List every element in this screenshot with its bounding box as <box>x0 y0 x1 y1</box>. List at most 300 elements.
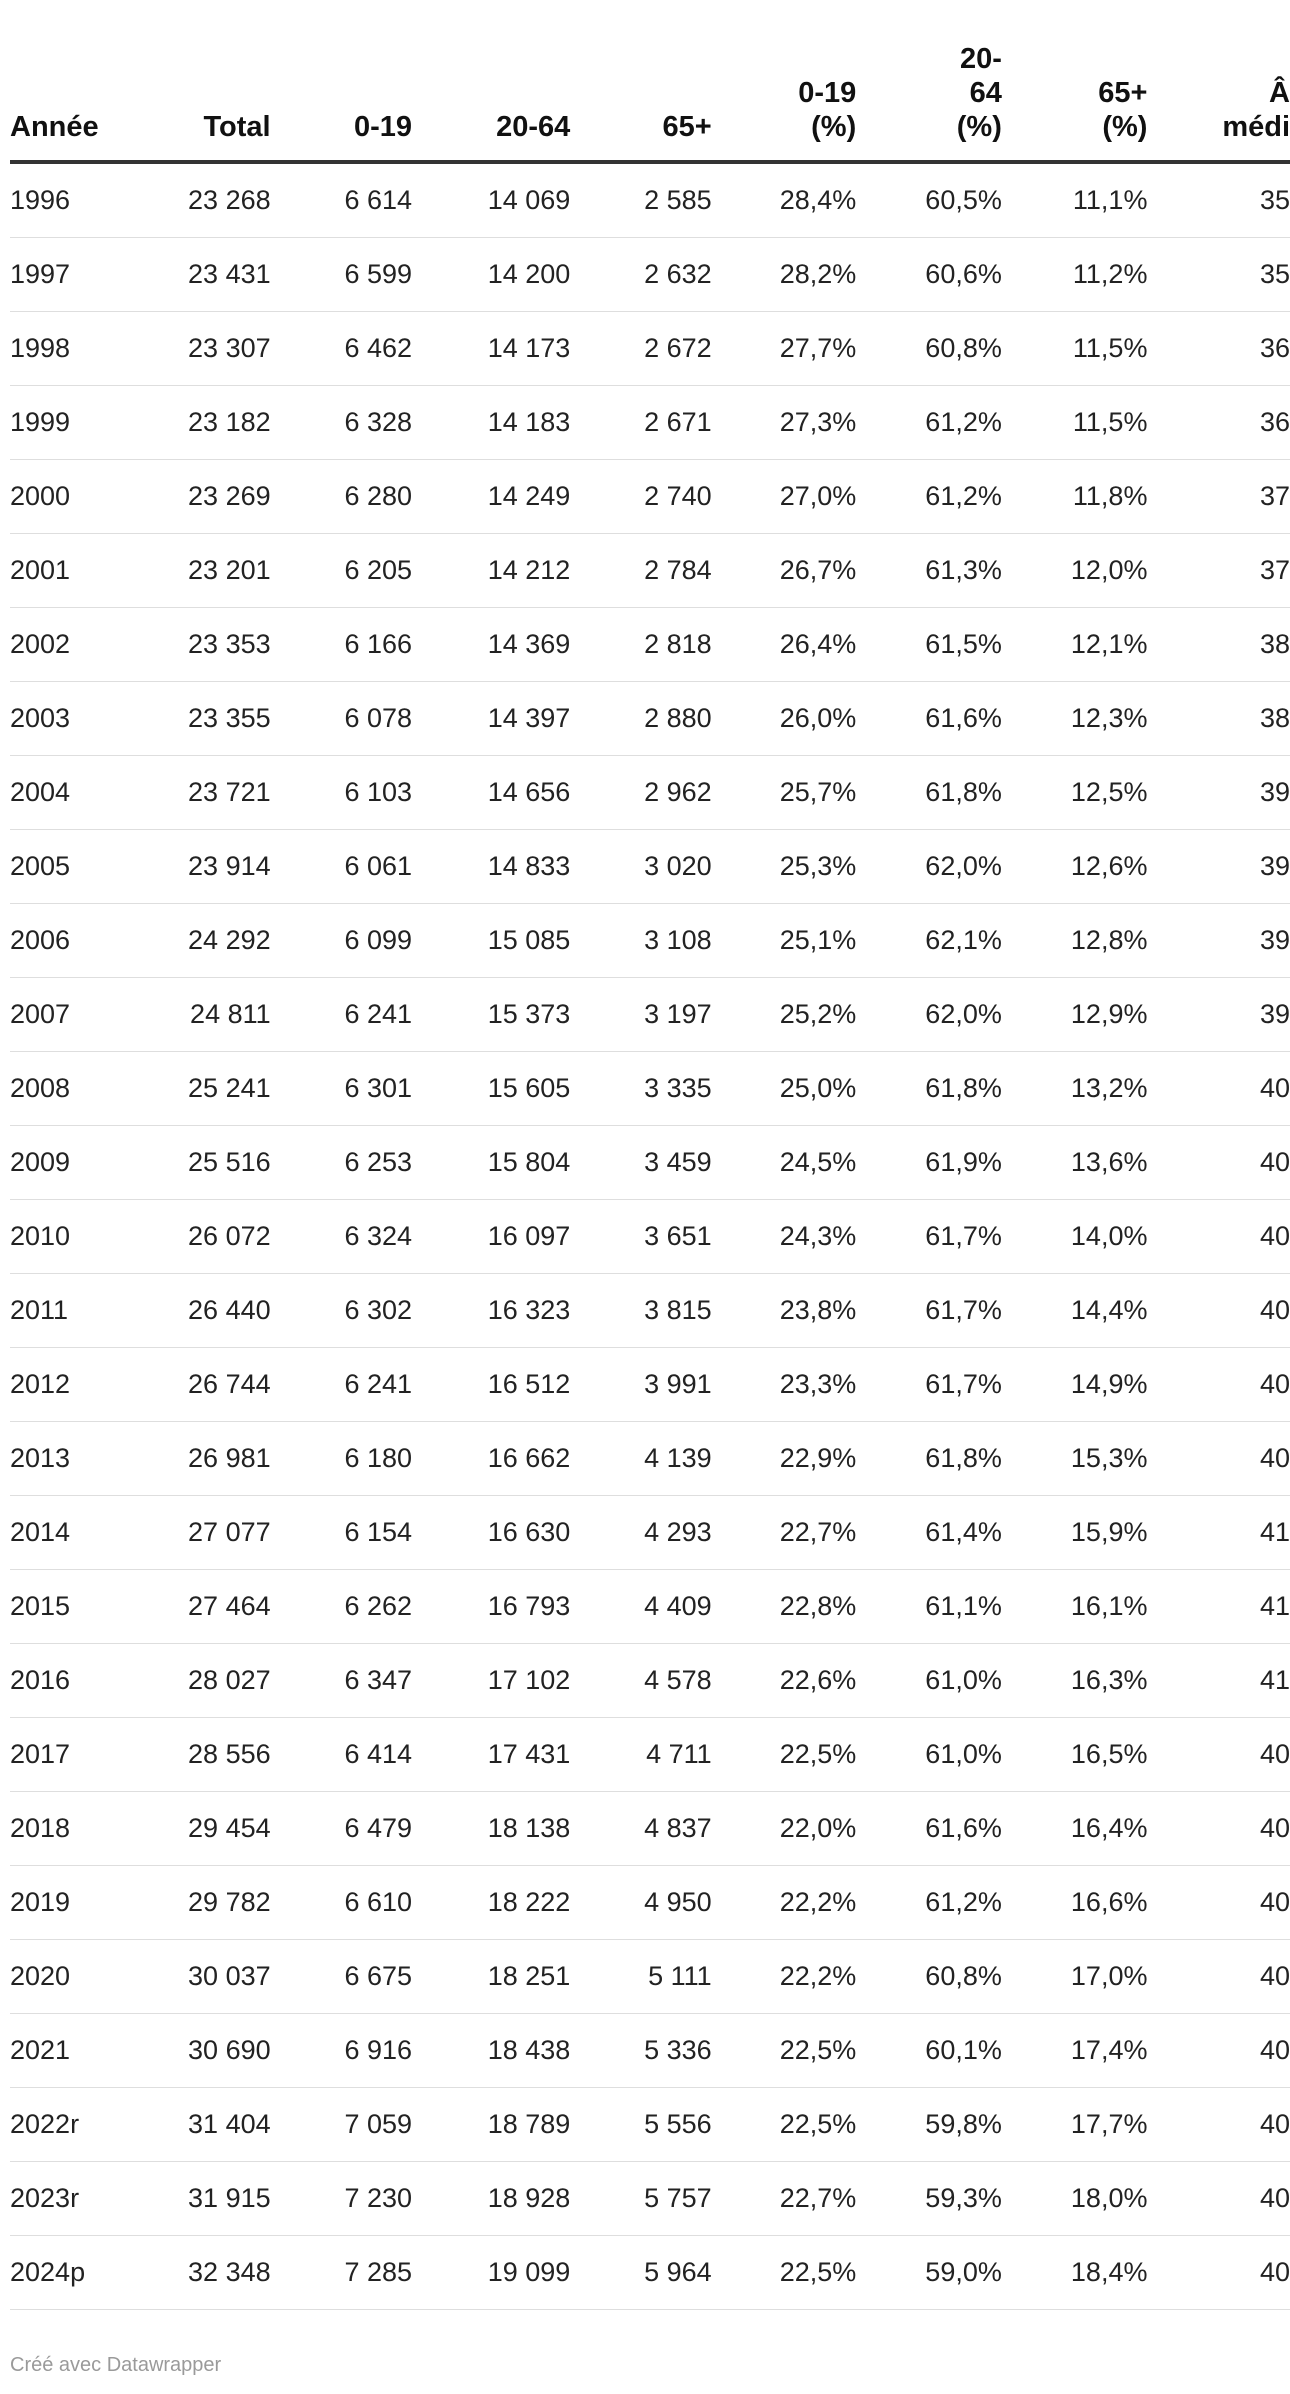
table-cell: 17,7% <box>1002 2088 1148 2162</box>
table-row <box>10 1126 1290 1200</box>
table-cell: 32 348 <box>84 2236 271 2310</box>
column-header-line: 20-64 <box>496 111 571 143</box>
table-cell: 6 166 <box>271 608 412 682</box>
table-cell: 17,0% <box>1002 1940 1148 2014</box>
table-cell: 22,2% <box>712 1866 857 1940</box>
table-cell: 25 241 <box>84 1052 271 1126</box>
table-cell: 23 353 <box>84 608 271 682</box>
table-cell: 18 251 <box>412 1940 570 2014</box>
table-cell: 16 630 <box>412 1496 570 1570</box>
table-cell: 61,2% <box>856 460 1002 534</box>
table-row <box>10 904 1290 978</box>
table-cell: 40 <box>1147 1940 1290 2014</box>
table-cell: 18 928 <box>412 2162 570 2236</box>
table-cell: 61,7% <box>856 1274 1002 1348</box>
table-row <box>10 1940 1290 2014</box>
table-cell: 30 037 <box>84 1940 271 2014</box>
table-cell: 25,1% <box>712 904 857 978</box>
table-row <box>10 1866 1290 1940</box>
table-cell: 28 556 <box>84 1718 271 1792</box>
table-cell: 6 262 <box>271 1570 412 1644</box>
table-cell: 6 061 <box>271 830 412 904</box>
column-header <box>570 0 711 162</box>
table-cell: 16,1% <box>1002 1570 1148 1644</box>
table-cell: 6 253 <box>271 1126 412 1200</box>
table-cell: 2 672 <box>570 312 711 386</box>
column-header-line: Année <box>10 111 99 143</box>
table-cell: 4 950 <box>570 1866 711 1940</box>
table-cell: 27,7% <box>712 312 857 386</box>
table-cell: 14 656 <box>412 756 570 830</box>
table-cell: 40 <box>1147 2236 1290 2310</box>
table-cell: 11,1% <box>1002 162 1148 238</box>
table-cell: 14 369 <box>412 608 570 682</box>
table-cell: 26,4% <box>712 608 857 682</box>
table-cell: 23 431 <box>84 238 271 312</box>
table-cell: 13,2% <box>1002 1052 1148 1126</box>
table-cell: 23 914 <box>84 830 271 904</box>
table-cell: 18 222 <box>412 1866 570 1940</box>
table-cell: 6 414 <box>271 1718 412 1792</box>
table-cell: 27 077 <box>84 1496 271 1570</box>
table-cell: 38 <box>1147 608 1290 682</box>
table-cell: 61,0% <box>856 1644 1002 1718</box>
table-cell: 61,1% <box>856 1570 1002 1644</box>
table-cell: 27,3% <box>712 386 857 460</box>
table-cell: 59,3% <box>856 2162 1002 2236</box>
table-row <box>10 830 1290 904</box>
table-cell: 22,5% <box>712 2236 857 2310</box>
table-cell: 40 <box>1147 1052 1290 1126</box>
table-cell: 37 <box>1147 534 1290 608</box>
table-cell: 25,0% <box>712 1052 857 1126</box>
column-header <box>856 0 1002 162</box>
table-cell: 2013 <box>10 1422 84 1496</box>
table-cell: 17 431 <box>412 1718 570 1792</box>
table-cell: 29 782 <box>84 1866 271 1940</box>
table-row <box>10 2088 1290 2162</box>
table-row <box>10 162 1290 238</box>
column-header <box>412 0 570 162</box>
table-cell: 22,7% <box>712 1496 857 1570</box>
table-cell: 61,5% <box>856 608 1002 682</box>
table-cell: 4 578 <box>570 1644 711 1718</box>
table-cell: 2009 <box>10 1126 84 1200</box>
table-cell: 2024p <box>10 2236 84 2310</box>
table-cell: 62,0% <box>856 830 1002 904</box>
table-cell: 2008 <box>10 1052 84 1126</box>
table-cell: 28 027 <box>84 1644 271 1718</box>
table-cell: 25,2% <box>712 978 857 1052</box>
table-cell: 3 991 <box>570 1348 711 1422</box>
table-cell: 61,7% <box>856 1348 1002 1422</box>
table-cell: 60,1% <box>856 2014 1002 2088</box>
table-cell: 60,8% <box>856 1940 1002 2014</box>
column-header <box>271 0 412 162</box>
table-cell: 61,8% <box>856 1052 1002 1126</box>
table-cell: 62,0% <box>856 978 1002 1052</box>
table-cell: 6 241 <box>271 978 412 1052</box>
table-cell: 18,4% <box>1002 2236 1148 2310</box>
table-cell: 40 <box>1147 2088 1290 2162</box>
table-cell: 40 <box>1147 1348 1290 1422</box>
table-cell: 24 811 <box>84 978 271 1052</box>
table-cell: 25 516 <box>84 1126 271 1200</box>
table-cell: 2 585 <box>570 162 711 238</box>
table-cell: 61,6% <box>856 1792 1002 1866</box>
table-cell: 2 632 <box>570 238 711 312</box>
table-cell: 6 241 <box>271 1348 412 1422</box>
table-cell: 16 323 <box>412 1274 570 1348</box>
table-cell: 12,3% <box>1002 682 1148 756</box>
table-cell: 23 201 <box>84 534 271 608</box>
column-header-line: 64 <box>969 77 1002 109</box>
table-cell: 22,5% <box>712 2088 857 2162</box>
table-cell: 2016 <box>10 1644 84 1718</box>
table-cell: 31 404 <box>84 2088 271 2162</box>
column-header-line: médi <box>1222 111 1290 143</box>
table-cell: 2007 <box>10 978 84 1052</box>
table-cell: 61,8% <box>856 756 1002 830</box>
table-cell: 22,8% <box>712 1570 857 1644</box>
column-header-line: (%) <box>811 111 857 143</box>
table-cell: 11,5% <box>1002 312 1148 386</box>
table-cell: 40 <box>1147 2014 1290 2088</box>
table-cell: 1997 <box>10 238 84 312</box>
table-cell: 29 454 <box>84 1792 271 1866</box>
table-cell: 62,1% <box>856 904 1002 978</box>
table-cell: 14 833 <box>412 830 570 904</box>
table-cell: 13,6% <box>1002 1126 1148 1200</box>
column-header-line: (%) <box>1102 111 1148 143</box>
table-cell: 26 440 <box>84 1274 271 1348</box>
column-header <box>1002 0 1148 162</box>
table-row <box>10 1644 1290 1718</box>
table-cell: 2020 <box>10 1940 84 2014</box>
table-cell: 6 462 <box>271 312 412 386</box>
table-cell: 5 757 <box>570 2162 711 2236</box>
table-cell: 16 793 <box>412 1570 570 1644</box>
table-row <box>10 682 1290 756</box>
table-cell: 14,0% <box>1002 1200 1148 1274</box>
table-cell: 16,6% <box>1002 1866 1148 1940</box>
table-cell: 16 662 <box>412 1422 570 1496</box>
column-header-line: 65+ <box>1098 77 1148 109</box>
table-cell: 2017 <box>10 1718 84 1792</box>
table-cell: 7 059 <box>271 2088 412 2162</box>
table-cell: 60,5% <box>856 162 1002 238</box>
table-cell: 6 614 <box>271 162 412 238</box>
table-cell: 39 <box>1147 978 1290 1052</box>
table-cell: 6 479 <box>271 1792 412 1866</box>
table-cell: 22,2% <box>712 1940 857 2014</box>
table-cell: 2004 <box>10 756 84 830</box>
table-cell: 2019 <box>10 1866 84 1940</box>
table-cell: 6 180 <box>271 1422 412 1496</box>
table-cell: 61,2% <box>856 1866 1002 1940</box>
table-cell: 61,2% <box>856 386 1002 460</box>
table-cell: 6 916 <box>271 2014 412 2088</box>
table-cell: 28,2% <box>712 238 857 312</box>
table-cell: 6 103 <box>271 756 412 830</box>
table-cell: 25,3% <box>712 830 857 904</box>
table-row <box>10 312 1290 386</box>
table-cell: 17 102 <box>412 1644 570 1718</box>
table-cell: 4 837 <box>570 1792 711 1866</box>
table-row <box>10 608 1290 682</box>
table-cell: 14 249 <box>412 460 570 534</box>
table-row <box>10 386 1290 460</box>
table-cell: 2 784 <box>570 534 711 608</box>
table-cell: 2010 <box>10 1200 84 1274</box>
table-cell: 39 <box>1147 830 1290 904</box>
table-cell: 12,8% <box>1002 904 1148 978</box>
table-row <box>10 978 1290 1052</box>
table-cell: 40 <box>1147 1274 1290 1348</box>
table-row <box>10 1052 1290 1126</box>
table-row <box>10 1792 1290 1866</box>
table-cell: 12,1% <box>1002 608 1148 682</box>
table-cell: 6 280 <box>271 460 412 534</box>
table-cell: 4 409 <box>570 1570 711 1644</box>
table-cell: 61,8% <box>856 1422 1002 1496</box>
table-cell: 14,9% <box>1002 1348 1148 1422</box>
table-row <box>10 756 1290 830</box>
table-cell: 3 335 <box>570 1052 711 1126</box>
table-cell: 19 099 <box>412 2236 570 2310</box>
table-cell: 12,9% <box>1002 978 1148 1052</box>
table-cell: 2000 <box>10 460 84 534</box>
table-cell: 14 069 <box>412 162 570 238</box>
table-cell: 14 397 <box>412 682 570 756</box>
table-cell: 7 230 <box>271 2162 412 2236</box>
table-cell: 12,0% <box>1002 534 1148 608</box>
table-cell: 6 301 <box>271 1052 412 1126</box>
table-cell: 3 651 <box>570 1200 711 1274</box>
table-cell: 2012 <box>10 1348 84 1422</box>
table-body <box>10 162 1290 2310</box>
table-cell: 2018 <box>10 1792 84 1866</box>
table-cell: 23,8% <box>712 1274 857 1348</box>
table-cell: 12,5% <box>1002 756 1148 830</box>
table-cell: 23 182 <box>84 386 271 460</box>
table-row <box>10 2162 1290 2236</box>
table-cell: 5 556 <box>570 2088 711 2162</box>
table-cell: 2 671 <box>570 386 711 460</box>
table-cell: 40 <box>1147 1866 1290 1940</box>
table-cell: 61,0% <box>856 1718 1002 1792</box>
table-cell: 40 <box>1147 1718 1290 1792</box>
table-cell: 22,5% <box>712 1718 857 1792</box>
table-cell: 23 269 <box>84 460 271 534</box>
table-cell: 31 915 <box>84 2162 271 2236</box>
table-cell: 16,3% <box>1002 1644 1148 1718</box>
table-cell: 17,4% <box>1002 2014 1148 2088</box>
table-cell: 2023r <box>10 2162 84 2236</box>
table-row <box>10 2014 1290 2088</box>
table-cell: 61,7% <box>856 1200 1002 1274</box>
table-cell: 25,7% <box>712 756 857 830</box>
table-cell: 11,2% <box>1002 238 1148 312</box>
data-table <box>10 0 1290 2310</box>
table-row <box>10 1200 1290 1274</box>
table-cell: 5 111 <box>570 1940 711 2014</box>
table-cell: 4 711 <box>570 1718 711 1792</box>
table-cell: 22,5% <box>712 2014 857 2088</box>
table-cell: 12,6% <box>1002 830 1148 904</box>
table-cell: 3 020 <box>570 830 711 904</box>
table-cell: 15 605 <box>412 1052 570 1126</box>
table-cell: 26,7% <box>712 534 857 608</box>
table-cell: 24,5% <box>712 1126 857 1200</box>
table-cell: 2011 <box>10 1274 84 1348</box>
credit-text: Créé avec Datawrapper <box>10 2354 222 2376</box>
table-cell: 39 <box>1147 904 1290 978</box>
table-cell: 6 302 <box>271 1274 412 1348</box>
table-cell: 24,3% <box>712 1200 857 1274</box>
table-cell: 4 293 <box>570 1496 711 1570</box>
column-header <box>84 0 271 162</box>
table-cell: 35 <box>1147 162 1290 238</box>
table-cell: 5 336 <box>570 2014 711 2088</box>
table-cell: 27,0% <box>712 460 857 534</box>
table-cell: 2005 <box>10 830 84 904</box>
table-cell: 14,4% <box>1002 1274 1148 1348</box>
table-cell: 15 373 <box>412 978 570 1052</box>
table-row <box>10 460 1290 534</box>
table-cell: 3 197 <box>570 978 711 1052</box>
table-cell: 2 818 <box>570 608 711 682</box>
table-row <box>10 2236 1290 2310</box>
table-cell: 37 <box>1147 460 1290 534</box>
table-cell: 7 285 <box>271 2236 412 2310</box>
table-cell: 28,4% <box>712 162 857 238</box>
table-cell: 18 438 <box>412 2014 570 2088</box>
table-row <box>10 238 1290 312</box>
column-header-line: Â <box>1269 77 1290 109</box>
table-cell: 5 964 <box>570 2236 711 2310</box>
table-cell: 11,5% <box>1002 386 1148 460</box>
table-cell: 16,5% <box>1002 1718 1148 1792</box>
table-cell: 6 347 <box>271 1644 412 1718</box>
header-row <box>10 0 1290 162</box>
table-cell: 30 690 <box>84 2014 271 2088</box>
table-cell: 41 <box>1147 1644 1290 1718</box>
table-cell: 15,9% <box>1002 1496 1148 1570</box>
table-cell: 18 789 <box>412 2088 570 2162</box>
table-cell: 22,7% <box>712 2162 857 2236</box>
table-cell: 60,8% <box>856 312 1002 386</box>
table-cell: 2 962 <box>570 756 711 830</box>
table-cell: 2014 <box>10 1496 84 1570</box>
table-cell: 41 <box>1147 1496 1290 1570</box>
table-container <box>10 0 1290 2300</box>
column-header-line: 0-19 <box>353 111 413 143</box>
table-cell: 40 <box>1147 1126 1290 1200</box>
table-cell: 6 078 <box>271 682 412 756</box>
table-cell: 40 <box>1147 2162 1290 2236</box>
table-cell: 36 <box>1147 386 1290 460</box>
table-row <box>10 534 1290 608</box>
column-header <box>712 0 857 162</box>
table-row <box>10 1718 1290 1792</box>
table-cell: 15,3% <box>1002 1422 1148 1496</box>
column-header-line: (%) <box>956 111 1002 143</box>
table-cell: 6 675 <box>271 1940 412 2014</box>
table-cell: 3 815 <box>570 1274 711 1348</box>
table-cell: 23,3% <box>712 1348 857 1422</box>
table-cell: 4 139 <box>570 1422 711 1496</box>
table-cell: 6 324 <box>271 1200 412 1274</box>
table-row <box>10 1348 1290 1422</box>
table-cell: 6 154 <box>271 1496 412 1570</box>
table-cell: 2002 <box>10 608 84 682</box>
table-cell: 16 512 <box>412 1348 570 1422</box>
table-cell: 61,3% <box>856 534 1002 608</box>
table-cell: 2015 <box>10 1570 84 1644</box>
table-cell: 59,8% <box>856 2088 1002 2162</box>
table-cell: 24 292 <box>84 904 271 978</box>
column-header-line: 0-19 <box>798 77 857 109</box>
table-cell: 26 744 <box>84 1348 271 1422</box>
table-cell: 3 108 <box>570 904 711 978</box>
table-cell: 3 459 <box>570 1126 711 1200</box>
table-cell: 2 740 <box>570 460 711 534</box>
table-cell: 61,9% <box>856 1126 1002 1200</box>
table-cell: 1998 <box>10 312 84 386</box>
table-cell: 23 721 <box>84 756 271 830</box>
table-cell: 14 173 <box>412 312 570 386</box>
table-cell: 2 880 <box>570 682 711 756</box>
table-cell: 2001 <box>10 534 84 608</box>
table-cell: 2003 <box>10 682 84 756</box>
table-cell: 6 099 <box>271 904 412 978</box>
table-cell: 6 328 <box>271 386 412 460</box>
table-cell: 6 599 <box>271 238 412 312</box>
table-cell: 18,0% <box>1002 2162 1148 2236</box>
table-cell: 14 183 <box>412 386 570 460</box>
table-cell: 27 464 <box>84 1570 271 1644</box>
table-cell: 22,6% <box>712 1644 857 1718</box>
table-cell: 1999 <box>10 386 84 460</box>
table-cell: 26 981 <box>84 1422 271 1496</box>
table-cell: 26,0% <box>712 682 857 756</box>
table-cell: 61,6% <box>856 682 1002 756</box>
column-header-line: 20- <box>959 43 1002 75</box>
table-cell: 14 200 <box>412 238 570 312</box>
table-cell: 2021 <box>10 2014 84 2088</box>
table-cell: 36 <box>1147 312 1290 386</box>
table-cell: 61,4% <box>856 1496 1002 1570</box>
table-cell: 40 <box>1147 1200 1290 1274</box>
table-cell: 40 <box>1147 1422 1290 1496</box>
table-cell: 11,8% <box>1002 460 1148 534</box>
table-cell: 16,4% <box>1002 1792 1148 1866</box>
table-cell: 38 <box>1147 682 1290 756</box>
table-cell: 22,0% <box>712 1792 857 1866</box>
column-header <box>10 0 99 162</box>
table-cell: 26 072 <box>84 1200 271 1274</box>
table-cell: 59,0% <box>856 2236 1002 2310</box>
table-cell: 41 <box>1147 1570 1290 1644</box>
table-cell: 18 138 <box>412 1792 570 1866</box>
table-row <box>10 1274 1290 1348</box>
table-row <box>10 1422 1290 1496</box>
table-cell: 23 355 <box>84 682 271 756</box>
table-cell: 23 307 <box>84 312 271 386</box>
table-cell: 14 212 <box>412 534 570 608</box>
table-cell: 6 205 <box>271 534 412 608</box>
